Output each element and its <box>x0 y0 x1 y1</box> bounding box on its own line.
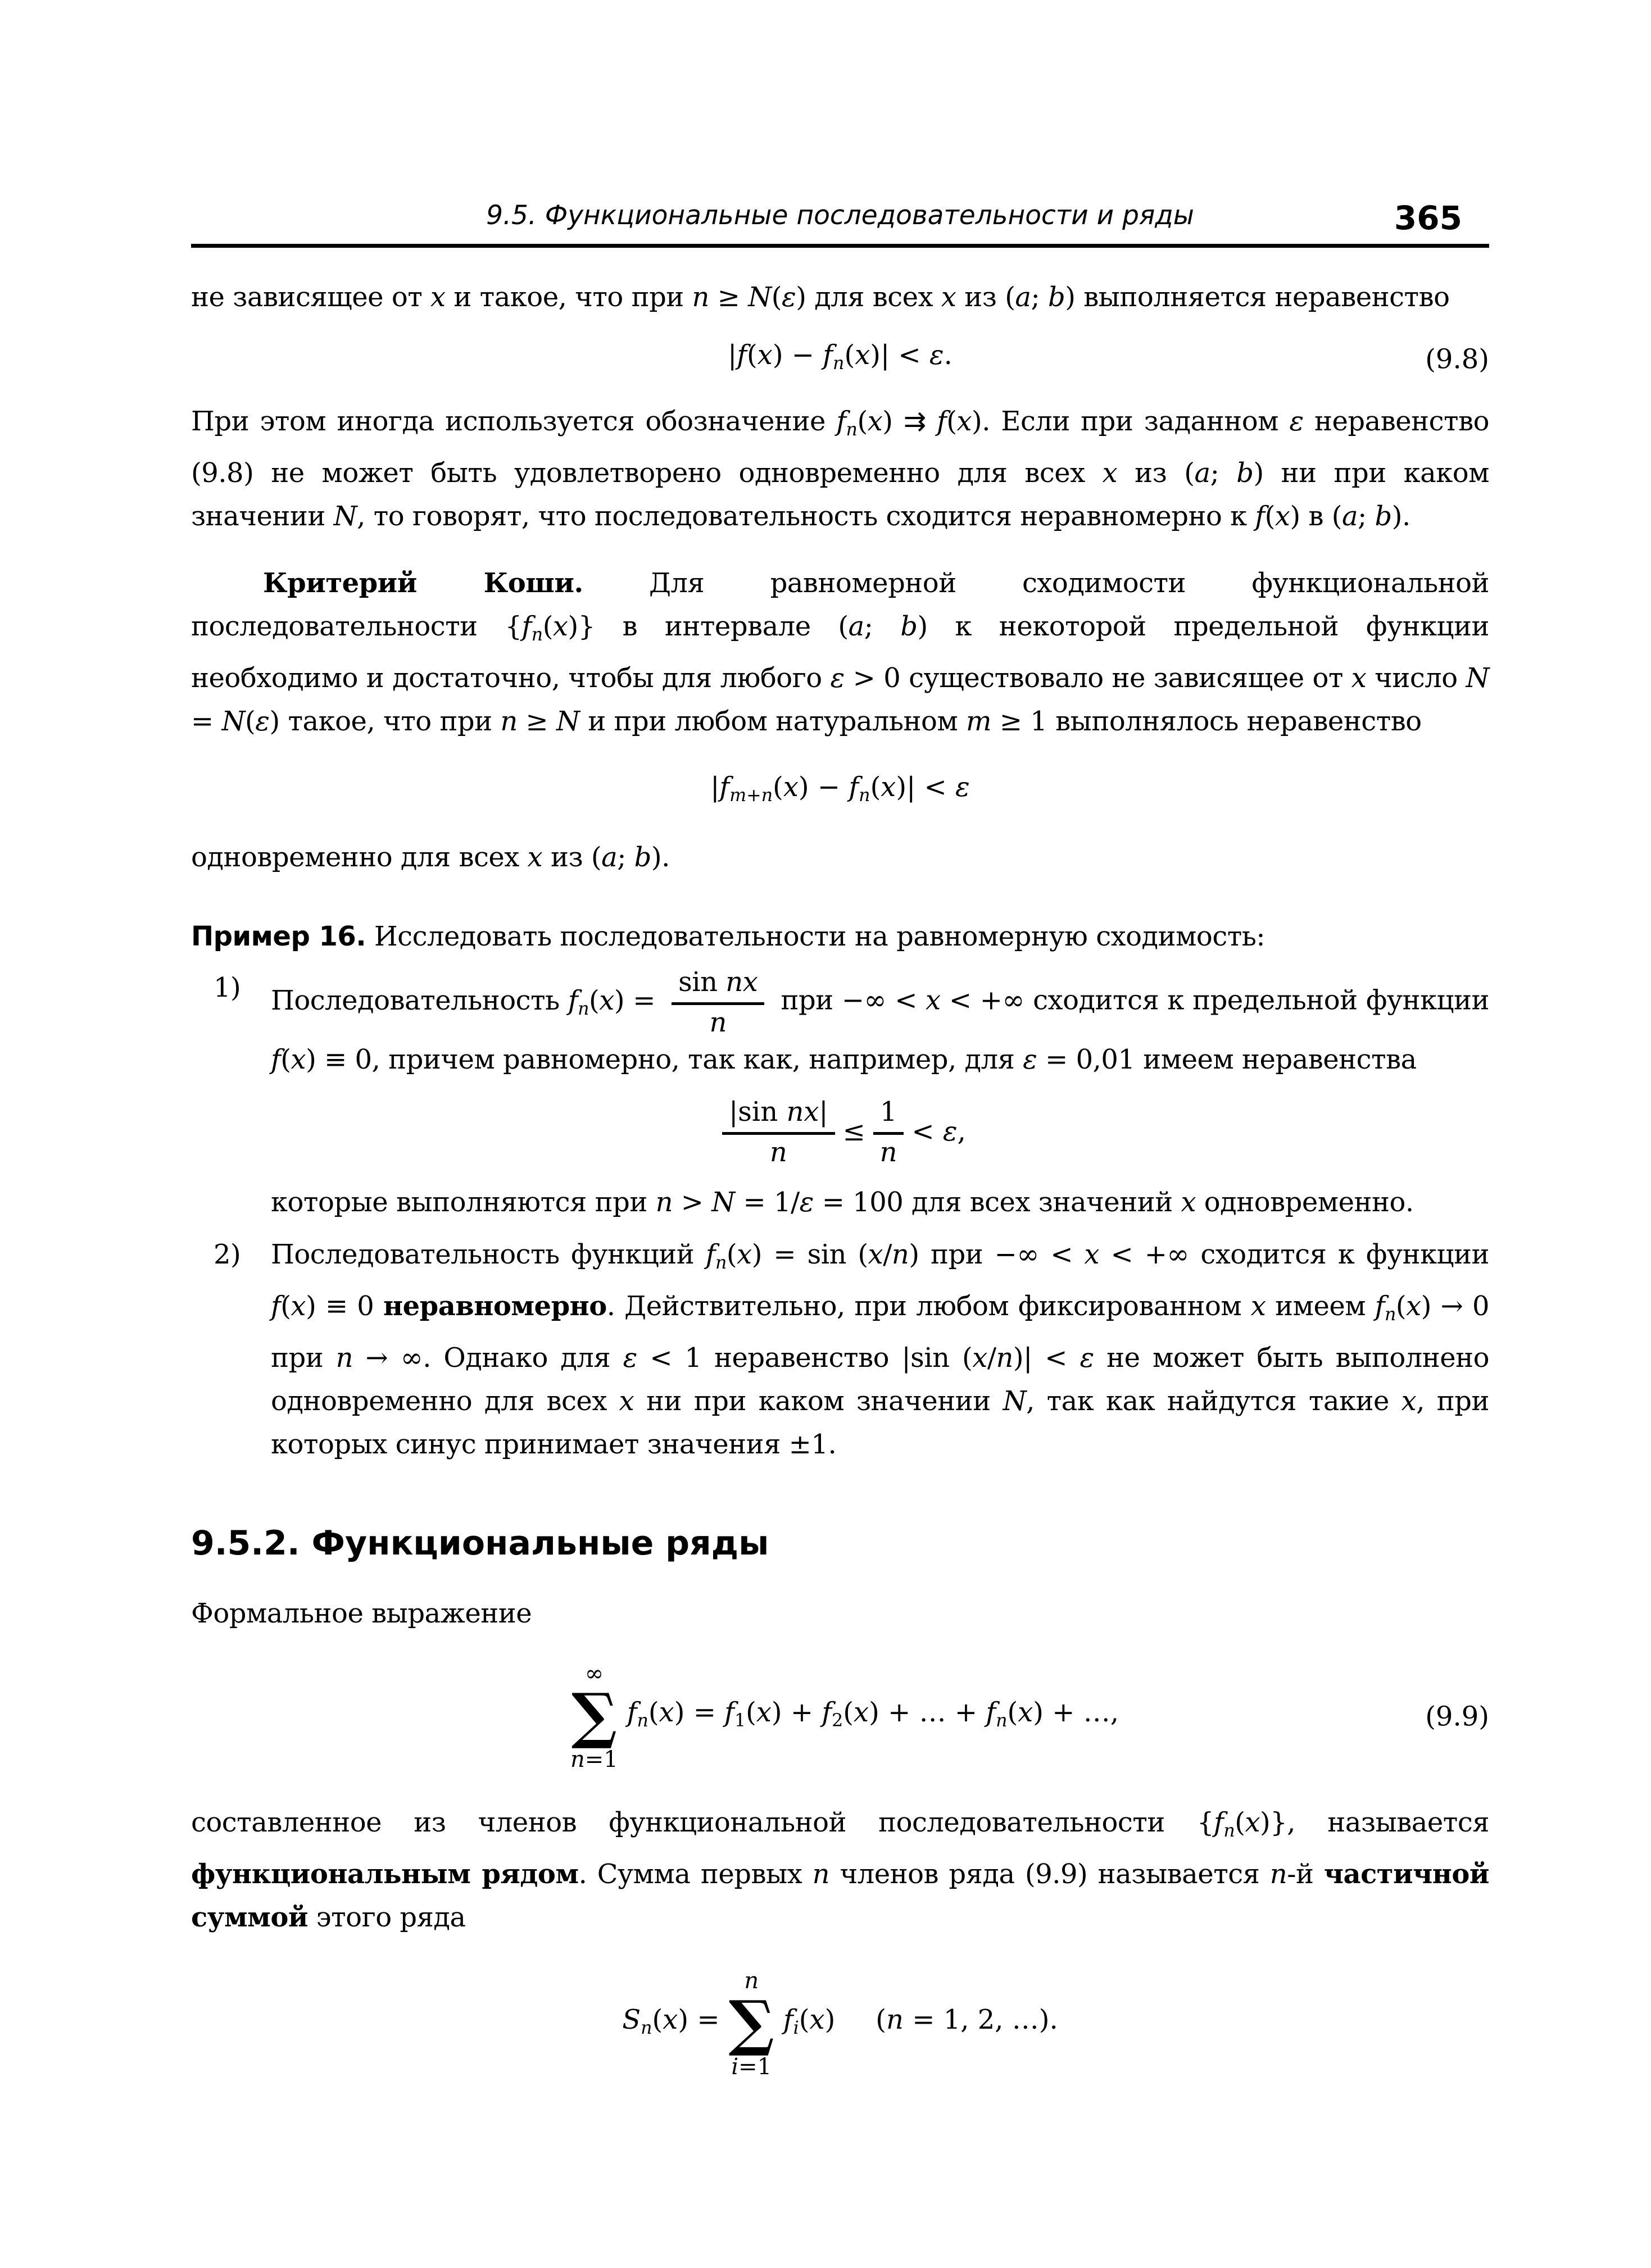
display-inequality <box>191 1096 1489 1168</box>
list-item-1-continuation: которые выполняются при n > N = 1/ε = 100 для всех значений x одновременно. <box>271 1187 1414 1219</box>
page-number: 365 <box>1394 199 1462 237</box>
list-item-2-marker: 2) <box>214 1239 241 1271</box>
summation-upper-limit: n <box>744 1968 759 1994</box>
list-item-2-text: Последовательность функций $f_n(x) = \sin (x/n)$ при −∞ < x < +∞ сходится к функции f(x) ≡ 0 неравномерно. Действительно, при любом фиксированном x имеем $f_n(x) \to 0$ при n → ∞. Однако для ε < 1 неравенство |sin (x/n)| < ε не может быть выполнено одновременно для всех x ни при каком значении N, так как найдутся такие x, при которых синус принимает значения ±1. <box>271 1239 1490 1461</box>
page-header <box>191 198 1489 237</box>
fraction-denominator: n <box>709 1007 727 1039</box>
content-column <box>191 0 1489 2078</box>
fraction-numerator: 1 <box>873 1096 904 1135</box>
equation-9-9 <box>191 1662 1489 1771</box>
equation-9-8-body: $|f(x) - f_n(x)| < \varepsilon$. <box>728 339 952 374</box>
fraction-denominator: n <box>769 1136 787 1168</box>
fraction-numerator: |sin nx| <box>722 1096 834 1135</box>
paragraph-simultaneously: одновременно для всех x из (a; b). <box>191 842 670 874</box>
fraction-one-over-n <box>873 1096 904 1168</box>
header-rule <box>191 244 1489 248</box>
equation-9-9-number: (9.9) <box>1425 1701 1489 1733</box>
fraction-sin-nx-over-n <box>672 966 764 1038</box>
partial-sum-rhs: $f_i(x)$ (n = 1, 2, …). <box>783 2003 1058 2038</box>
sigma-icon: ∑ <box>571 1680 618 1752</box>
inequality-tail: < ε, <box>911 1116 966 1148</box>
paragraph-series-definition: составленное из членов функциональной последовательности $\{f_n(x)\}$, называется функциональным рядом. Сумма первых n членов ряда (9.9) называется n-й частичной суммой этого ряда <box>191 1807 1490 1934</box>
equation-cauchy <box>191 766 1489 817</box>
fraction-numerator: sin nx <box>672 966 764 1005</box>
list-item-2 <box>191 1233 1489 1466</box>
paragraph-notation: При этом иногда используется обозначение $f_n(x)$ ⇉ f(x). Если при заданном ε неравенство (9.8) не может быть удовлетворено одновременно для всех x из (a; b) ни при каком значении N, то говорят, что последовательность сходится неравномерно к f(x) в (a; b). <box>191 405 1490 532</box>
list-item-1 <box>191 966 1489 1081</box>
sigma-icon: ∑ <box>728 1988 774 2059</box>
list-item-1-text-a: Последовательность $f_n(x)$ = <box>271 984 664 1019</box>
summation-operator-block <box>729 1970 774 2078</box>
equation-cauchy-body: $|f_{m+n}(x) - f_n(x)| < \varepsilon$ <box>710 771 970 806</box>
summation-lower-limit: i=1 <box>731 2054 772 2080</box>
equation-9-8 <box>191 334 1489 385</box>
inequality-relation: ≤ <box>842 1116 865 1148</box>
paragraph-cauchy-criterion: Критерий Коши. Для равномерной сходимости функциональной последовательности $\{f_n(x)\}$ в интервале (a; b) к некоторой предельной функции необходимо и достаточно, чтобы для любого ε > 0 существовало не зависящее от x число N = N(ε) такое, что при n ≥ N и при любом натуральном m ≥ 1 выполнялось неравенство <box>191 567 1490 737</box>
list-item-1-marker: 1) <box>214 972 241 1004</box>
partial-sum-formula <box>191 1970 1489 2078</box>
fraction-denominator: n <box>879 1136 897 1168</box>
equation-9-9-body: $f_n(x) = f1(x) + f2(x)$ + … + $f_n(x)$ + …, <box>627 1696 1119 1731</box>
equation-9-8-number: (9.8) <box>1425 343 1489 375</box>
example-16-intro: Пример 16. Исследовать последовательности на равномерную сходимость: <box>191 921 1266 953</box>
partial-sum-lhs: $S_n(x)$ = <box>622 2003 720 2038</box>
summation-lower-limit: n=1 <box>570 1747 618 1773</box>
summation-operator-block <box>570 1662 618 1771</box>
summation-upper-limit: ∞ <box>584 1661 604 1687</box>
formal-expression-label: Формальное выражение <box>191 1598 532 1630</box>
paragraph-intro: не зависящее от x и такое, что при n ≥ N(ε) для всех x из (a; b) выполняется неравенство <box>191 281 1450 313</box>
list-item-1-text-b: при −∞ < x < +∞ сходится к предельной функции f(x) ≡ 0, причем равномерно, так как, например, для ε = 0,01 имеем неравенства <box>271 984 1490 1075</box>
section-heading-9-5-2: 9.5.2. Функциональные ряды <box>191 1524 769 1563</box>
running-head: 9.5. Функциональные последовательности и ряды <box>486 200 1194 231</box>
fraction-abs-sin-nx-over-n <box>722 1096 834 1168</box>
